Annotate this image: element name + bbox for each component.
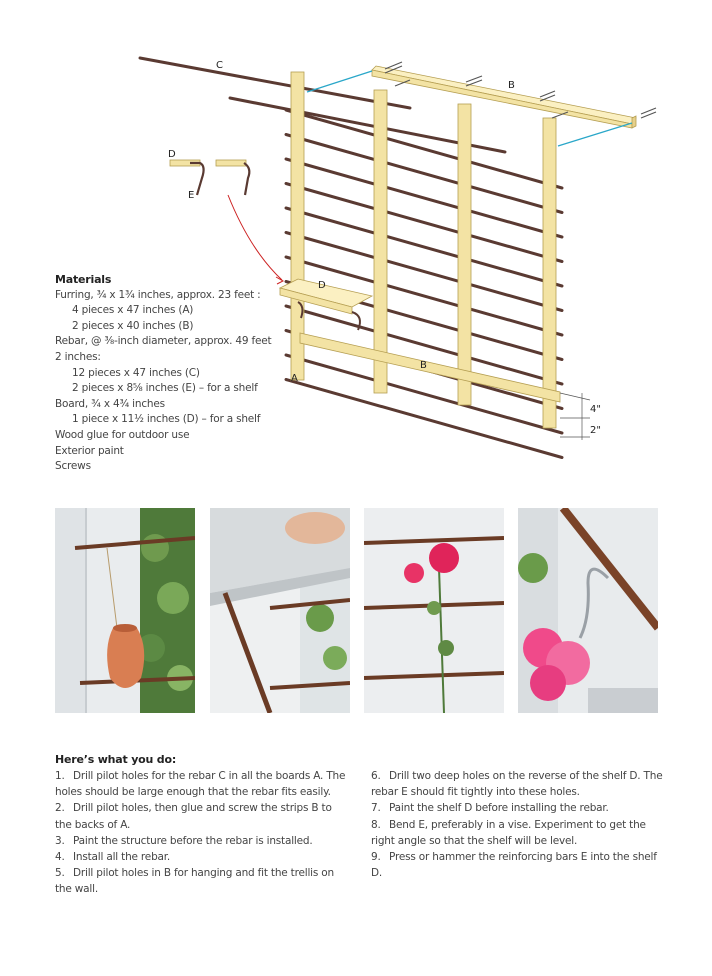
step-text: Paint the structure before the rebar is installed.	[73, 834, 313, 847]
step-number: 5.	[55, 867, 65, 880]
photo-jug	[55, 508, 195, 713]
label-b-bottom: B	[420, 360, 427, 371]
rebar	[286, 159, 562, 237]
instructions-title: Here’s what you do:	[55, 753, 177, 766]
dimension-lines	[560, 393, 590, 440]
rebar	[140, 58, 410, 108]
photo-s-hook	[518, 508, 658, 713]
step-number: 4.	[55, 851, 65, 864]
materials-line: Rebar, @ ³⁄₈-inch diameter, approx. 49 feet	[55, 335, 272, 348]
instruction-step	[55, 768, 351, 800]
step-number: 2.	[55, 802, 65, 815]
materials-line: 12 pieces x 47 inches (C)	[72, 366, 200, 379]
label-a: A	[291, 373, 298, 384]
materials-line: Board, ³⁄₄ x 4³⁄₄ inches	[55, 397, 165, 410]
post-a	[543, 118, 556, 428]
dimension-label-lower: 2"	[590, 425, 601, 436]
label-b-top: B	[508, 80, 515, 91]
photo-geranium	[364, 508, 504, 713]
label-d-detail: D	[168, 149, 176, 160]
instruction-step	[55, 800, 351, 832]
top-strip-b	[372, 66, 636, 128]
screws	[385, 62, 656, 118]
instruction-step	[371, 800, 667, 816]
step-text: Drill pilot holes, then glue and screw the strips B to the backs of A.	[55, 802, 332, 831]
steps-column-left	[55, 768, 351, 898]
materials-line: 2 pieces x 8⁵⁄₈ inches (E) – for a shelf	[72, 382, 258, 395]
step-number: 9.	[371, 851, 381, 864]
guide-line	[307, 71, 372, 92]
rebar	[286, 208, 562, 286]
step-number: 7.	[371, 802, 381, 815]
step-text: Drill pilot holes in B for hanging and fit the trellis on the wall.	[55, 867, 334, 896]
step-text: Drill two deep holes on the reverse of the shelf D. The rebar E should fit tightly into these holes.	[371, 770, 663, 799]
label-e: E	[188, 190, 195, 201]
materials-line: Screws	[55, 460, 91, 473]
materials-line: Furring, ³⁄₄ x 1³⁄₄ inches, approx. 23 feet :	[55, 288, 261, 301]
instruction-step	[55, 833, 351, 849]
instruction-step	[371, 817, 667, 849]
instructions	[55, 752, 705, 896]
step-number: 1.	[55, 770, 65, 782]
instruction-step	[55, 849, 351, 865]
materials-line: 2 inches:	[55, 350, 101, 363]
label-c: C	[216, 60, 223, 71]
materials-list	[55, 272, 285, 475]
shelf-bracket-detail	[170, 160, 249, 195]
instruction-step	[371, 849, 667, 881]
instruction-step	[371, 768, 667, 800]
step-number: 6.	[371, 770, 381, 782]
instruction-step	[55, 865, 351, 897]
materials-line: 1 piece x 11¹⁄₂ inches (D) – for a shelf	[72, 413, 261, 426]
rebar	[286, 184, 562, 262]
step-text: Drill pilot holes for the rebar C in all the boards A. The holes should be large enough that the rebar fits easily.	[55, 770, 346, 799]
step-text: Press or hammer the reinforcing bars E into the shelf D.	[371, 851, 657, 880]
arrow-icon	[228, 195, 282, 280]
post-a	[374, 90, 387, 393]
step-text: Bend E, preferably in a vise. Experiment to get the right angle so that the shelf will be level.	[371, 818, 646, 847]
label-d-shelf: D	[318, 280, 326, 291]
bottom-strip-b	[300, 333, 560, 402]
step-number: 8.	[371, 818, 381, 831]
materials-line: 2 pieces x 40 inches (B)	[72, 319, 194, 332]
materials-line: 4 pieces x 47 inches (A)	[72, 304, 194, 317]
steps-column-right	[371, 768, 667, 881]
rebar	[286, 110, 562, 188]
materials-line: Exterior paint	[55, 444, 124, 457]
dimension-label-upper: 4"	[590, 404, 601, 415]
step-number: 3.	[55, 834, 65, 847]
guide-line	[558, 123, 632, 146]
step-text: Install all the rebar.	[73, 851, 171, 864]
materials-title: Materials	[55, 273, 112, 286]
photo-shelf	[210, 508, 350, 713]
post-a	[458, 104, 471, 405]
materials-line: Wood glue for outdoor use	[55, 428, 190, 441]
rebar	[286, 135, 562, 213]
step-text: Paint the shelf D before installing the rebar.	[389, 802, 609, 815]
